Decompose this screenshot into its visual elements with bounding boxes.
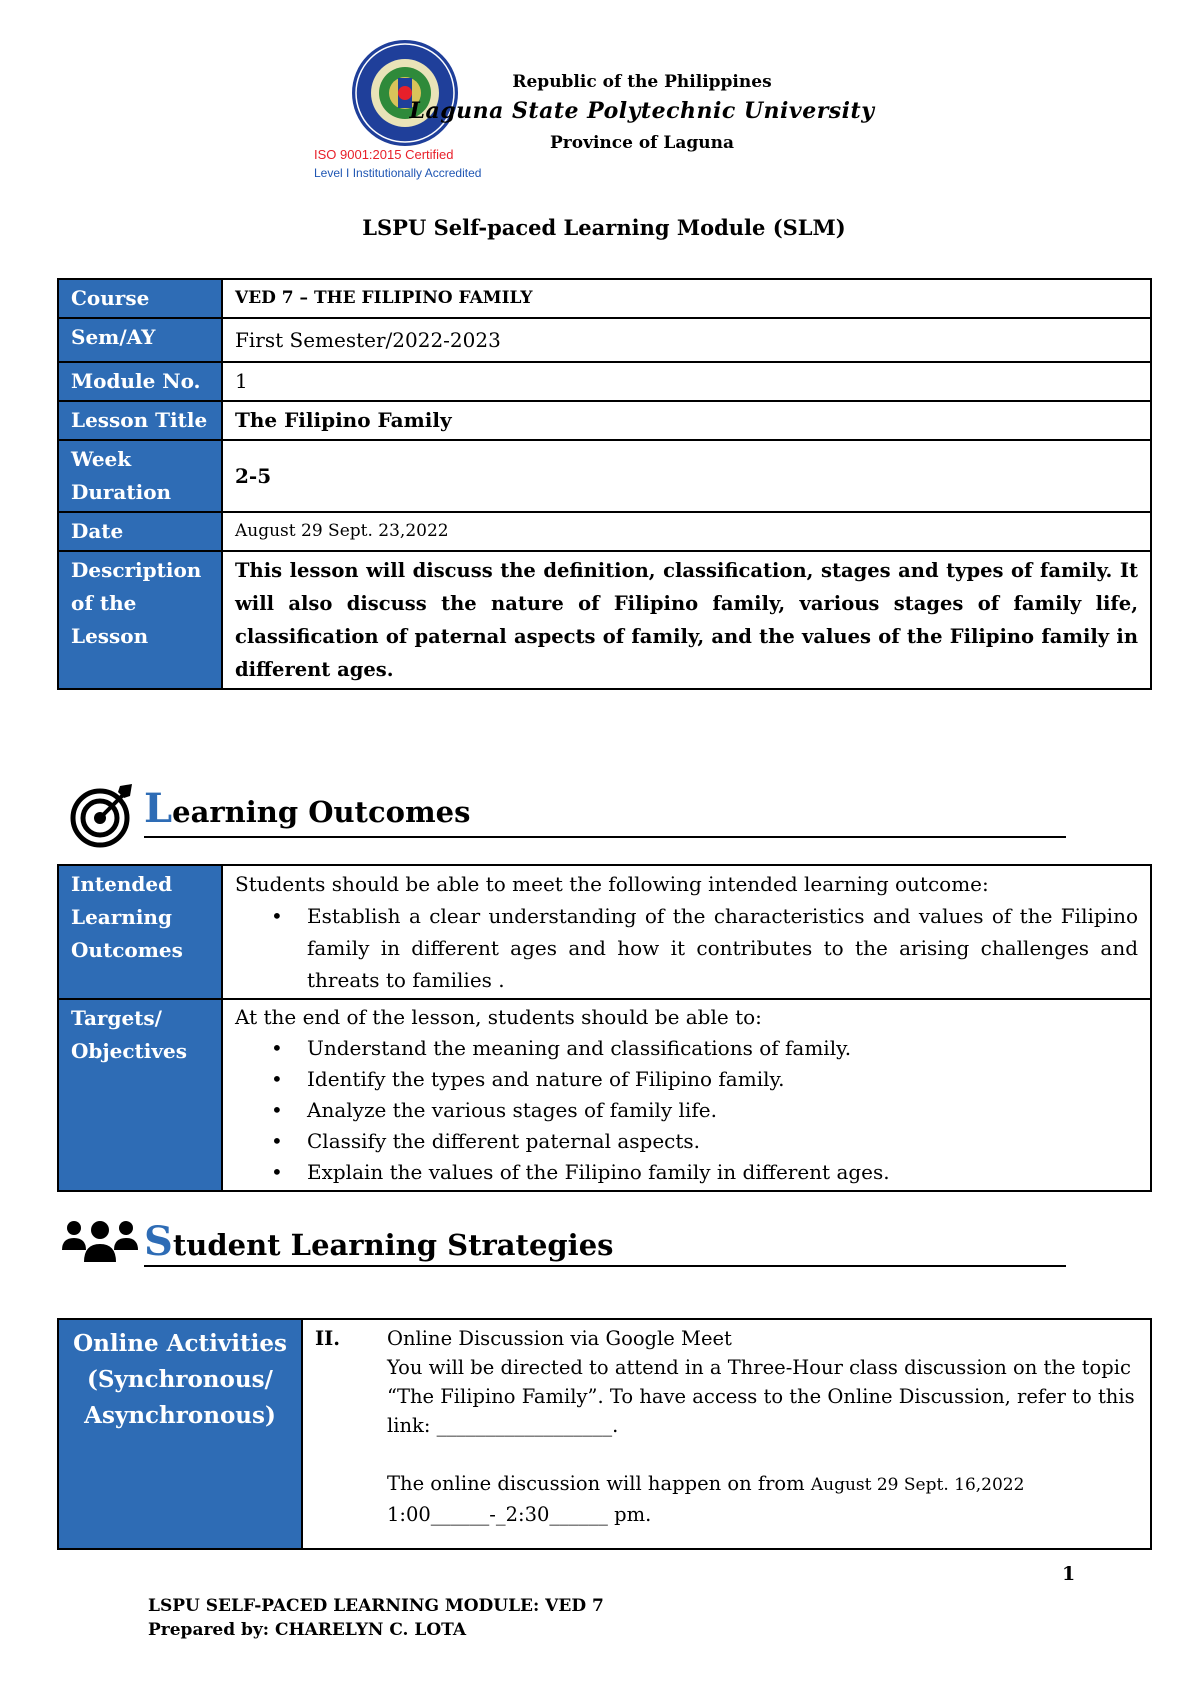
university-seal-logo — [350, 38, 460, 148]
list-item: • Identify the types and nature of Filipino family. — [307, 1064, 1138, 1095]
table-row — [58, 318, 1151, 362]
heading-rest: tudent Learning Strategies — [172, 1228, 614, 1262]
table-row — [58, 512, 1151, 551]
heading-underline — [144, 836, 1066, 838]
online-label-line: (Synchronous/ — [87, 1366, 273, 1393]
table-row — [58, 279, 1151, 318]
table-row — [58, 1319, 1151, 1549]
targets-intro: At the end of the lesson, students should be able to: — [235, 1005, 762, 1029]
page-number: 1 — [1062, 1563, 1076, 1585]
roman-numeral: II. — [315, 1327, 341, 1350]
accreditation-line: Level I Institutionally Accredited — [314, 166, 482, 180]
schedule-dates: August 29 Sept. 16,2022 — [810, 1475, 1025, 1495]
ilo-label — [58, 865, 222, 999]
ilo-label-line: Intended — [71, 872, 173, 896]
ilo-label-line: Learning — [71, 905, 172, 929]
list-item: • Classify the different paternal aspects. — [307, 1126, 1138, 1157]
heading-initial: L — [144, 785, 173, 832]
description-label-line: of the — [71, 591, 137, 615]
list-item: • Establish a clear understanding of the characteristics and values of the Filipino family in different ages and how it contributes to the arising challenges and threats to families . — [307, 900, 1138, 996]
strategies-table — [57, 1318, 1152, 1550]
online-activities-label — [58, 1319, 302, 1549]
description-label-line: Description — [71, 558, 202, 582]
online-label-line: Asynchronous) — [84, 1402, 276, 1429]
course-value: VED 7 – THE FILIPINO FAMILY — [222, 279, 1151, 318]
schedule-time: 1:00______-_2:30______ pm. — [387, 1503, 652, 1526]
iso-certification: ISO 9001:2015 Certified — [314, 147, 454, 162]
list-item: • Explain the values of the Filipino family in different ages. — [307, 1157, 1138, 1188]
module-value: 1 — [222, 362, 1151, 401]
province-line: Province of Laguna — [549, 133, 735, 153]
sem-value: First Semester/2022-2023 — [222, 318, 1151, 362]
week-duration-label — [58, 440, 222, 512]
sem-label: Sem/AY — [58, 318, 222, 362]
list-item: • Understand the meaning and classifications of family. — [307, 1033, 1138, 1064]
targets-content — [222, 999, 1151, 1191]
table-row — [58, 865, 1151, 999]
table-row — [58, 440, 1151, 512]
date-value: August 29 Sept. 23,2022 — [222, 512, 1151, 551]
target-icon — [70, 782, 136, 848]
targets-label-line: Targets/ — [71, 1006, 162, 1030]
description-label — [58, 551, 222, 689]
table-row — [58, 401, 1151, 440]
lesson-title-label: Lesson Title — [58, 401, 222, 440]
lesson-title-value: The Filipino Family — [222, 401, 1151, 440]
activity-title: Online Discussion via Google Meet — [387, 1327, 732, 1350]
people-group-icon — [60, 1218, 140, 1266]
ilo-label-line: Outcomes — [71, 938, 183, 962]
description-value: This lesson will discuss the definition, classification, stages and types of family. It will also discuss the nature of Filipino family, various stages of family life, classification of paternal aspects of family, and the values of the Filipino family in different ages. — [222, 551, 1151, 689]
heading-rest: earning Outcomes — [172, 795, 471, 829]
footer-module-line: LSPU SELF-PACED LEARNING MODULE: VED 7 — [148, 1596, 604, 1616]
list-item: • Analyze the various stages of family life. — [307, 1095, 1138, 1126]
heading-underline — [144, 1265, 1066, 1267]
week-duration-value: 2-5 — [222, 440, 1151, 512]
description-label-line: Lesson — [71, 624, 149, 648]
targets-label — [58, 999, 222, 1191]
learning-outcomes-heading — [144, 785, 470, 832]
week-label-line: Week — [71, 447, 132, 471]
table-row — [58, 999, 1151, 1191]
online-label-line: Online Activities — [73, 1330, 287, 1357]
course-label: Course — [58, 279, 222, 318]
targets-label-line: Objectives — [71, 1039, 187, 1063]
activity-schedule — [387, 1469, 1138, 1500]
strategies-heading — [144, 1218, 613, 1265]
heading-initial: S — [144, 1218, 173, 1265]
university-name: Laguna State Polytechnic University — [409, 98, 875, 124]
table-row — [58, 551, 1151, 689]
table-row — [58, 362, 1151, 401]
ilo-content — [222, 865, 1151, 999]
ilo-intro: Students should be able to meet the following intended learning outcome: — [235, 872, 989, 896]
document-title: LSPU Self-paced Learning Module (SLM) — [362, 215, 846, 240]
activity-description: You will be directed to attend in a Three-Hour class discussion on the topic “The Filipino Family”. To have access to the Online Discussion, refer to this link: __________________. — [387, 1356, 1135, 1437]
module-label: Module No. — [58, 362, 222, 401]
republic-line: Republic of the Philippines — [512, 72, 772, 92]
learning-outcomes-table — [57, 864, 1152, 1192]
module-info-table — [57, 278, 1152, 690]
duration-label-line: Duration — [71, 480, 172, 504]
footer-author-line: Prepared by: CHARELYN C. LOTA — [148, 1620, 467, 1640]
date-label: Date — [58, 512, 222, 551]
schedule-prefix: The online discussion will happen on from — [387, 1472, 811, 1495]
online-activities-content — [302, 1319, 1151, 1549]
